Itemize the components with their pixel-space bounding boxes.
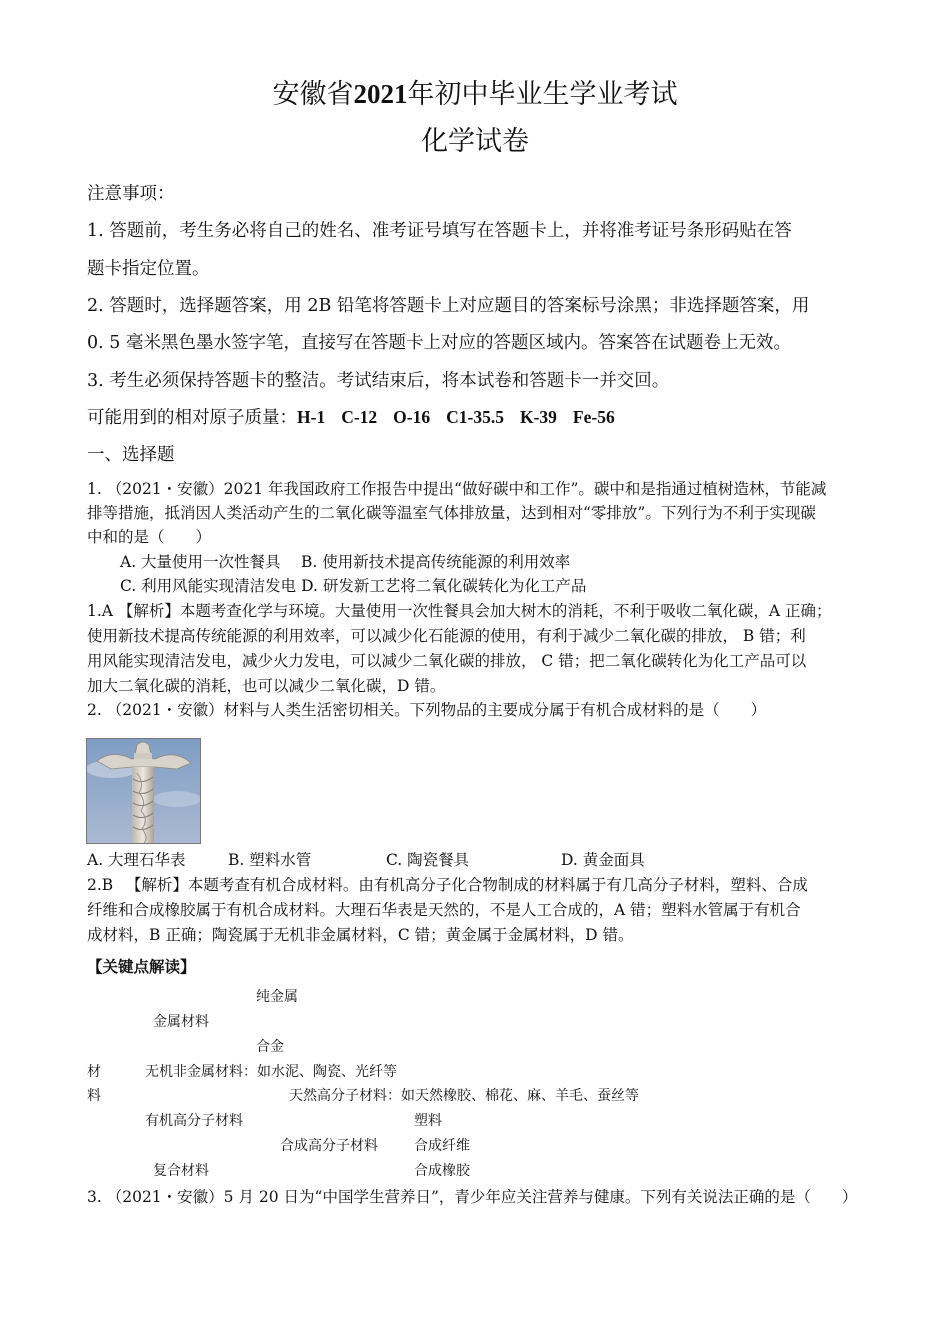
marble-column-photo (86, 738, 201, 844)
tree-organic-polymer: 有机高分子材料 (145, 1113, 243, 1129)
section-heading: 一、选择题 (87, 445, 175, 465)
tree-alloy: 合金 (256, 1039, 284, 1055)
title-year: 2021 (353, 79, 408, 109)
notice-item-2-line-1: 2. 答题时，选择题答案，用 2B 铅笔将答题卡上对应题目的答案标号涂黑；非选择题答案，用 (87, 296, 810, 316)
title-exam-name: 年初中毕业生学业考试 (407, 79, 678, 110)
tree-natural-polymer: 天然高分子材料：如天然橡胶、棉花、麻、羊毛、蚕丝等 (289, 1088, 639, 1104)
title-province: 安徽省 (272, 79, 354, 110)
q1-answer-line-1: 1.A 【解析】本题考查化学与环境。大量使用一次性餐具会加大树木的消耗，不利于吸收二氧化碳，A 正确； (87, 602, 832, 620)
q1-options-row-2: C. 利用风能实现清洁发电 D. 研发新工艺将二氧化碳转化为化工产品 (120, 577, 587, 595)
q3-stem: 3. （2021・安徽）5 月 20 日为“中国学生营养日”，青少年应关注营养与健康。下列有关说法正确的是（ ） (87, 1188, 858, 1206)
atomic-mass-k: K-39 (519, 407, 557, 427)
q2-option-b: B. 塑料水管 (228, 851, 312, 869)
notice-item-3: 3. 考生必须保持答题卡的整洁。考试结束后，将本试卷和答题卡一并交回。 (87, 371, 670, 391)
tree-pure-metal: 纯金属 (256, 989, 298, 1005)
q2-option-a: A. 大理石华表 (87, 851, 186, 869)
exam-title (0, 72, 950, 111)
tree-synthetic-rubber: 合成橡胶 (414, 1163, 470, 1179)
huabiao-image (87, 739, 200, 843)
q2-option-c: C. 陶瓷餐具 (386, 851, 470, 869)
q1-answer-line-4: 加大二氧化碳的消耗，也可以减少二氧化碳，D 错。 (87, 677, 446, 695)
q1-answer-line-2: 使用新技术提高传统能源的利用效率，可以减少化石能源的使用，有利于减少二氧化碳的排放， B 错；利 (87, 627, 806, 645)
notice-item-1-line-1: 1. 答题前，考生务必将自己的姓名、准考证号填写在答题卡上，并将准考证号条形码贴在答 (87, 221, 792, 241)
notice-item-2-line-2: 0. 5 毫米黑色墨水签字笔，直接写在答题卡上对应的答题区域内。答案答在试题卷上无效。 (87, 333, 791, 353)
q1-answer-line-3: 用风能实现清洁发电，减少火力发电，可以减少二氧化碳的排放， C 错；把二氧化碳转化为化工产品可以 (87, 652, 807, 670)
exam-subtitle: 化学试卷 (421, 126, 529, 157)
q2-answer-line-1: 2.B 【解析】本题考查有机合成材料。由有机高分子化合物制成的材料属于有几高分子材料，塑料、合成 (87, 876, 808, 894)
tree-composite: 复合材料 (153, 1163, 209, 1179)
q2-answer-line-2: 纤维和合成橡胶属于有机合成材料。大理石华表是天然的，不是人工合成的，A 错；塑料水管属于有机合 (87, 901, 801, 919)
q2-option-d: D. 黄金面具 (561, 851, 645, 869)
tree-root-liao: 料 (87, 1088, 101, 1104)
q1-options-row-1: A. 大量使用一次性餐具 B. 使用新技术提高传统能源的利用效率 (120, 553, 571, 571)
tree-metal-material: 金属材料 (153, 1014, 209, 1030)
tree-root-cai: 材 (87, 1064, 101, 1080)
q1-stem-line-2: 排等措施，抵消因人类活动产生的二氧化碳等温室气体排放量，达到相对“零排放”。下列行为不利于实现碳 (87, 504, 816, 522)
q2-answer-line-3: 成材料，B 正确；陶瓷属于无机非金属材料，C 错；黄金属于金属材料，D 错。 (87, 926, 634, 944)
atomic-mass-o: O-16 (393, 407, 431, 427)
atomic-mass-label: 可能用到的相对原子质量： (87, 408, 297, 428)
notice-item-1-line-2: 题卡指定位置。 (87, 259, 210, 279)
tree-plastic: 塑料 (414, 1113, 442, 1129)
q2-stem: 2. （2021・安徽）材料与人类生活密切相关。下列物品的主要成分属于有机合成材料的是（ ） (87, 701, 767, 719)
notice-heading: 注意事项： (87, 184, 175, 204)
tree-synthetic-fiber: 合成纤维 (414, 1138, 470, 1154)
atomic-mass-fe: Fe-56 (572, 407, 615, 427)
tree-synthetic-polymer: 合成高分子材料 (280, 1138, 378, 1154)
q1-stem-line-3: 中和的是（ ） (87, 528, 212, 546)
atomic-mass-cl: C1-35.5 (446, 407, 504, 427)
tree-inorganic: 无机非金属材料：如水泥、陶瓷、光纤等 (145, 1064, 397, 1080)
atomic-mass-c: C-12 (341, 407, 378, 427)
q1-stem-line-1: 1. （2021・安徽）2021 年我国政府工作报告中提出“做好碳中和工作”。碳中和是指通过植树造林，节能减 (87, 480, 827, 498)
atomic-mass-line (87, 404, 615, 429)
atomic-mass-h: H-1 (297, 407, 326, 427)
key-points-heading: 【关键点解读】 (87, 957, 196, 976)
